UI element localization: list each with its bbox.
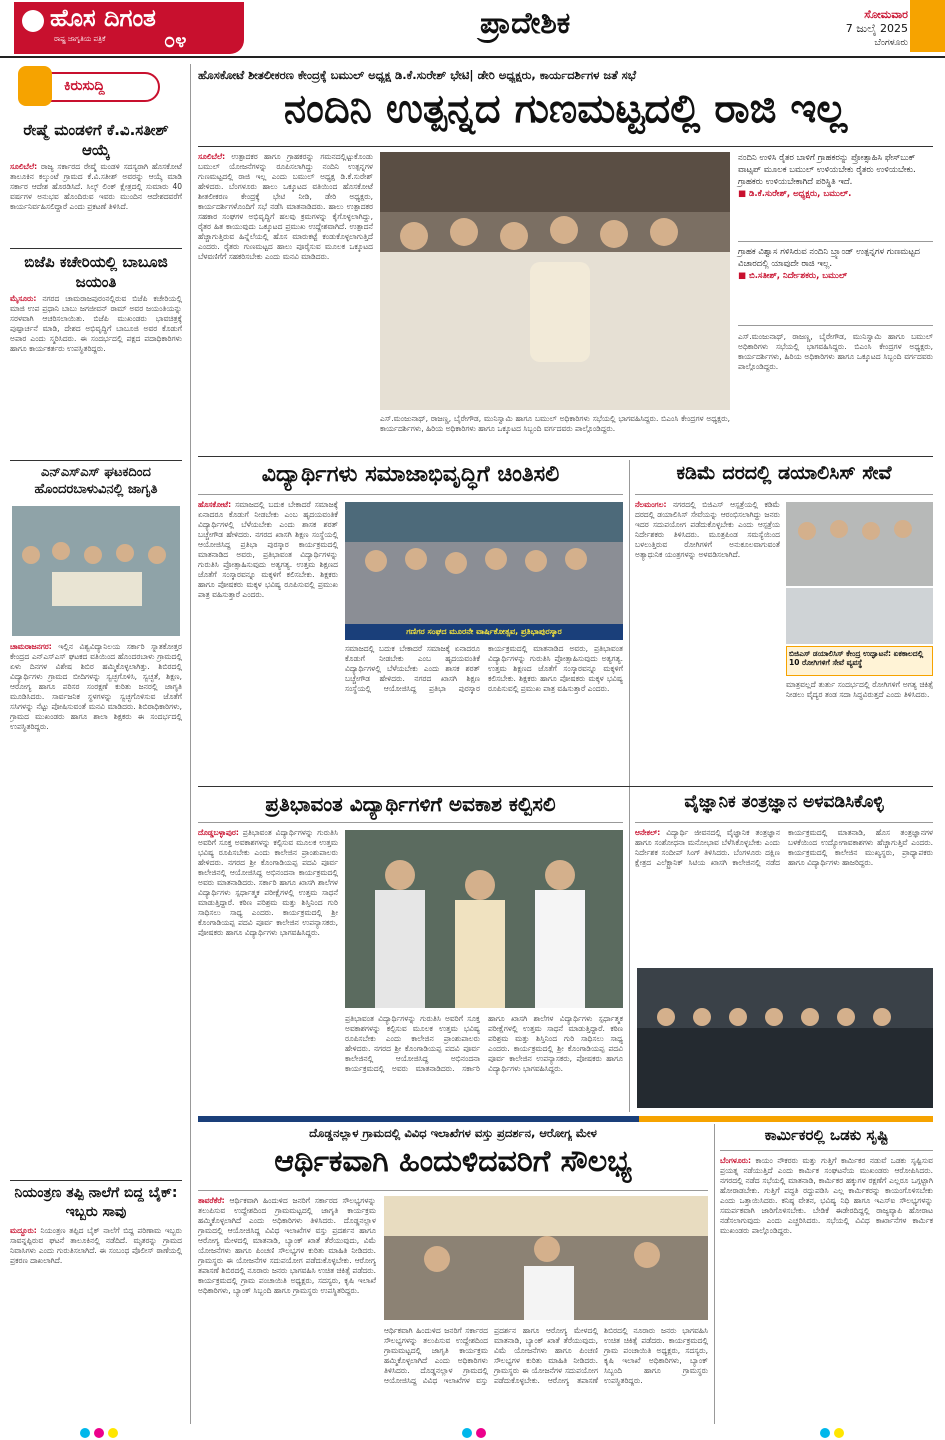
hand-icon — [18, 66, 52, 106]
brief-4-text: ನಿಯಂತ್ರಣ ತಪ್ಪಿದ ಬೈಕ್ ನಾಲೆಗೆ ಬಿದ್ದ ಪರಿಣಾಮ ಇಬ್ಬರು ಸಾವನ್ನಪ್ಪಿರುವ ಘಟನೆ ತಾಲೂಕಿನಲ್ಲಿ ನಡೆದಿದೆ. ಮೃತರನ್ನು ಗ್ರಾಮದ ನಿವಾಸಿಗಳು ಎಂದು ಗುರುತಿಸಲಾಗಿದೆ. ಈ ಸಂಬಂಧ ಪೊಲೀಸ್ ಠಾಣೆಯಲ್ಲಿ ಪ್ರಕರಣ ದಾಖಲಾಗಿದೆ. — [10, 1226, 182, 1265]
s6-photo — [786, 502, 933, 586]
page-number: ೦೪ — [164, 28, 187, 52]
s9-kicker: ದೊಡ್ಡನಲ್ಲಾಳ ಗ್ರಾಮದಲ್ಲಿ ವಿವಿಧ ಇಲಾಖೆಗಳ ವಸ್ತು ಪ್ರದರ್ಶನ, ಆರೋಗ್ಯ ಮೇಳ — [309, 1126, 597, 1140]
registration-mark — [80, 1428, 90, 1438]
s8-photo — [637, 968, 933, 1108]
lead-place: ಸೂಲಿಬೆಲೆ: — [198, 152, 226, 161]
divider — [635, 822, 933, 823]
s8-body — [635, 828, 933, 962]
s9-headline: ಆರ್ಥಿಕವಾಗಿ ಹಿಂದುಳಿದವರಿಗೆ ಸೌಲಭ್ಯ — [274, 1144, 632, 1179]
lead-side-body: ಎಸ್.ಮಂಜುನಾಥ್, ರಾಜಣ್ಣ, ಬೈರೇಗೌಡ, ಮುನಿಸ್ವಾಮಿ ಹಾಗೂ ಬಮುಲ್ ಅಧಿಕಾರಿಗಳು ಸಭೆಯಲ್ಲಿ ಭಾಗವಹಿಸಿದ್ದರು. ಬಿಎಂಸಿ ಕೇಂದ್ರಗಳ ಅಧ್ಯಕ್ಷರು, ಕಾರ್ಯದರ್ಶಿಗಳು, ಹಿರಿಯ ಅಧಿಕಾರಿಗಳು ಹಾಗೂ ಒಕ್ಕೂಟದ ಸಿಬ್ಬಂದಿ ವರ್ಗದವರು ಪಾಲ್ಗೊಂಡಿದ್ದರು. — [738, 332, 933, 371]
s8-place: ಆನೇಕಲ್: — [635, 828, 661, 837]
lead-body — [198, 152, 373, 410]
s10-place: ಬೆಂಗಳೂರು: — [720, 1156, 752, 1165]
s6-caption: ಬಿಜಿಎಸ್ ಡಯಾಲಿಸಿಸ್ ಕೇಂದ್ರ ಉದ್ಘಾಟನೆ: ಏಕಕಾಲದಲ್ಲಿ 10 ರೋಗಿಗಳಿಗೆ ಸೇವೆ ವ್ಯವಸ್ಥೆ — [786, 646, 933, 676]
lead-kicker: ಹೊಸಕೋಟೆ ಶೀತಲೀಕರಣ ಕೇಂದ್ರಕ್ಕೆ ಬಮುಲ್ ಅಧ್ಯಕ್ಷ ಡಿ.ಕೆ.ಸುರೇಶ್ ಭೇಟಿ| ಡೇರಿ ಅಧ್ಯಕ್ಷರು, ಕಾರ್ಯದರ್ಶಿಗಳ ಜತೆ ಸಭೆ — [198, 68, 637, 82]
s10-headline: ಕಾರ್ಮಿಕರಲ್ಲಿ ಒಡಕು ಸೃಷ್ಟಿ — [764, 1126, 889, 1144]
registration-mark — [108, 1428, 118, 1438]
lamp-icon — [22, 10, 44, 32]
brief-3-text: ಇಲ್ಲಿನ ವಿಶ್ವವಿದ್ಯಾನಿಲಯ ಸರ್ಕಾರಿ ಸ್ನಾತಕೋತ್ತರ ಕೇಂದ್ರದ ಎನ್‌ಎಸ್‌ಎಸ್ ಘಟಕದ ವತಿಯಿಂದ ಹೊಂದರಬಾಳು ಗ್ರಾಮದಲ್ಲಿ ಏಳು ದಿನಗಳ ವಿಶೇಷ ಶಿಬಿರ ಹಮ್ಮಿಕೊಳ್ಳಲಾಗಿತ್ತು. ಶಿಬಿರದಲ್ಲಿ ವಿದ್ಯಾರ್ಥಿಗಳು ಗ್ರಾಮದ ಬೀದಿಗಳನ್ನು ಸ್ವಚ್ಛಗೊಳಿಸಿ, ಸ್ವಚ್ಛತೆ, ಶಿಕ್ಷಣ, ಆರೋಗ್ಯ ಹಾಗೂ ಪರಿಸರ ಸಂರಕ್ಷಣೆ ಕುರಿತು ಜನರಲ್ಲಿ ಜಾಗೃತಿ ಮೂಡಿಸಿದರು. ಸಾರ್ವಜನಿಕ ಸ್ಥಳಗಳನ್ನು ಸ್ವಚ್ಛಗೊಳಿಸುವ ಜೊತೆಗೆ ಸಸಿಗಳನ್ನು ನೆಟ್ಟು ಪೋಷಿಸುವಂತೆ ಮನವಿ ಮಾಡಿದರು. ಶಿಬಿರಾಧಿಕಾರಿಗಳು, ಗ್ರಾಮದ ಮುಖಂಡರು ಹಾಗೂ ಶಾಲಾ ಶಿಕ್ಷಕರು ಈ ಸಂದರ್ಭದಲ್ಲಿ ಉಪಸ್ಥಿತರಿದ್ದರು. — [10, 642, 182, 731]
registration-mark — [820, 1428, 830, 1438]
divider — [198, 456, 933, 457]
column-rule — [629, 790, 630, 1112]
s5-text: ಸಮಾಜದಲ್ಲಿ ಬದುಕ ಬೇಕಾದರೆ ಸಮಾಜಕ್ಕೆ ಏನಾದರೂ ಕೊಡುಗೆ ನೀಡಬೇಕು ಎಂಬ ಹೃದಯವಂತಿಕೆ ವಿದ್ಯಾರ್ಥಿಗಳಲ್ಲಿ ಬೆಳೆಯಬೇಕು ಎಂದು ಶಾಸಕ ಶರತ್ ಬಚ್ಚೇಗೌಡ ಹೇಳಿದರು. ನಗರದ ಖಾಸಗಿ ಶಿಕ್ಷಣ ಸಂಸ್ಥೆಯಲ್ಲಿ ಆಯೋಜಿಸಿದ್ದ ಪ್ರತಿಭಾ ಪುರಸ್ಕಾರ ಕಾರ್ಯಕ್ರಮದಲ್ಲಿ ಮಾತನಾಡಿದ ಅವರು, ಪ್ರತಿಭಾವಂತ ವಿದ್ಯಾರ್ಥಿಗಳನ್ನು ಗುರುತಿಸಿ ಪ್ರೋತ್ಸಾಹಿಸುವುದು ಅತ್ಯಗತ್ಯ. ಉತ್ತಮ ಶಿಕ್ಷಣದ ಜೊತೆಗೆ ಸಂಸ್ಕಾರವನ್ನೂ ಮಕ್ಕಳಿಗೆ ಕಲಿಸಬೇಕು. ಶಿಕ್ಷಕರು ಹಾಗೂ ಪೋಷಕರು ಮಕ್ಕಳ ಭವಿಷ್ಯ ರೂಪಿಸುವಲ್ಲಿ ಪ್ರಮುಖ ಪಾತ್ರ ವಹಿಸುತ್ತಾರೆ ಎಂದರು. — [198, 500, 338, 599]
s5-headline: ವಿದ್ಯಾರ್ಥಿಗಳು ಸಮಾಜಾಭಿವೃದ್ಧಿಗೆ ಚಿಂತಿಸಲಿ — [261, 462, 560, 487]
lead-text: ಉತ್ಪಾದಕರ ಹಾಗೂ ಗ್ರಾಹಕರನ್ನು ಗಮನದಲ್ಲಿಟ್ಟುಕೊಂಡು ಬಮುಲ್ ಯೋಜನೆಗಳನ್ನು ರೂಪಿಸಲಾಗಿದ್ದು ನಂದಿನಿ ಉತ್ಪನ್ನಗಳ ಗುಣಮಟ್ಟದಲ್ಲಿ ರಾಜಿ ಇಲ್ಲ ಎಂದು ಬಮುಲ್ ಅಧ್ಯಕ್ಷ ಡಿ.ಕೆ.ಸುರೇಶ್ ಹೇಳಿದರು. ಬೆಂಗಳೂರು ಹಾಲು ಒಕ್ಕೂಟದ ವತಿಯಿಂದ ಹೊಸಕೋಟೆ ಶೀತಲೀಕರಣ ಕೇಂದ್ರಕ್ಕೆ ಭೇಟಿ ನೀಡಿ, ಡೇರಿ ಅಧ್ಯಕ್ಷರು, ಕಾರ್ಯದರ್ಶಿಗಳೊಂದಿಗೆ ಸಭೆ ನಡೆಸಿ ಮಾತನಾಡಿದರು. ಹಾಲು ಉತ್ಪಾದಕರ ಸಹಕಾರ ಸಂಘಗಳ ಅಭಿವೃದ್ಧಿಗೆ ಹಲವು ಕ್ರಮಗಳನ್ನು ಕೈಗೊಳ್ಳಲಾಗಿದ್ದು, ರೈತರ ಹಿತ ಕಾಯುವುದು ಒಕ್ಕೂಟದ ಪ್ರಮುಖ ಉದ್ದೇಶವಾಗಿದೆ. ಉತ್ಪಾದನೆ ಹೆಚ್ಚಾಗುತ್ತಿರುವ ಹಿನ್ನೆಲೆಯಲ್ಲಿ ಹೊಸ ಮಾರುಕಟ್ಟೆ ಕಂಡುಕೊಳ್ಳಲಾಗುತ್ತಿದೆ ಎಂದರು. ರೈತರು ಗುಣಮಟ್ಟದ ಹಾಲು ಪೂರೈಸುವ ಮೂಲಕ ಒಕ್ಕೂಟದ ಬೆಳವಣಿಗೆಗೆ ಸಹಕರಿಸಬೇಕು ಎಂದು ಮನವಿ ಮಾಡಿದರು. — [198, 152, 373, 261]
s9-body-cont: ಆರ್ಥಿಕವಾಗಿ ಹಿಂದುಳಿದ ಜನರಿಗೆ ಸರ್ಕಾರದ ಸೌಲಭ್ಯಗಳನ್ನು ತಲುಪಿಸುವ ಉದ್ದೇಶದಿಂದ ಗ್ರಾಮಮಟ್ಟದಲ್ಲಿ ಜಾಗೃತಿ ಕಾರ್ಯಕ್ರಮ ಹಮ್ಮಿಕೊಳ್ಳಲಾಗಿದೆ ಎಂದು ಅಧಿಕಾರಿಗಳು ತಿಳಿಸಿದರು. ದೊಡ್ಡನಲ್ಲಾಳ ಗ್ರಾಮದಲ್ಲಿ ಆಯೋಜಿಸಿದ್ದ ವಿವಿಧ ಇಲಾಖೆಗಳ ವಸ್ತು ಪ್ರದರ್ಶನ ಹಾಗೂ ಆರೋಗ್ಯ ಮೇಳದಲ್ಲಿ ಮಾತನಾಡಿ, ಬ್ಯಾಂಕ್ ಖಾತೆ ತೆರೆಯುವುದು, ವಿಮೆ ಯೋಜನೆಗಳು ಹಾಗೂ ಪಿಂಚಣಿ ಸೌಲಭ್ಯಗಳ ಕುರಿತು ಮಾಹಿತಿ ನೀಡಿದರು. ಗ್ರಾಮಸ್ಥರು ಈ ಯೋಜನೆಗಳ ಸದುಪಯೋಗ ಪಡೆದುಕೊಳ್ಳಬೇಕು. ಆರೋಗ್ಯ ತಪಾಸಣೆ ಶಿಬಿರದಲ್ಲಿ ನೂರಾರು ಜನರು ಭಾಗವಹಿಸಿ ಉಚಿತ ಚಿಕಿತ್ಸೆ ಪಡೆದರು. ಕಾರ್ಯಕ್ರಮದಲ್ಲಿ ಗ್ರಾಮ ಪಂಚಾಯಿತಿ ಅಧ್ಯಕ್ಷರು, ಸದಸ್ಯರು, ಕೃಷಿ ಇಲಾಖೆ ಅಧಿಕಾರಿಗಳು, ಬ್ಯಾಂಕ್ ಸಿಬ್ಬಂದಿ ಹಾಗೂ ಗ್ರಾಮಸ್ಥರು ಉಪಸ್ಥಿತರಿದ್ದರು. — [384, 1326, 708, 1385]
nss-photo — [12, 506, 180, 636]
quote-2-text: ಗ್ರಾಹಕ ವಿಶ್ವಾಸ ಗಳಿಸಿರುವ ನಂದಿನಿ ಬ್ರ್ಯಾಂಡ್ ಉತ್ಪನ್ನಗಳ ಗುಣಮಟ್ಟದ ವಿಚಾರದಲ್ಲಿ ಯಾವುದೇ ರಾಜಿ ಇಲ್ಲ. — [738, 247, 920, 269]
s7-body-cont: ಪ್ರತಿಭಾವಂತ ವಿದ್ಯಾರ್ಥಿಗಳನ್ನು ಗುರುತಿಸಿ ಅವರಿಗೆ ಸೂಕ್ತ ಅವಕಾಶಗಳನ್ನು ಕಲ್ಪಿಸುವ ಮೂಲಕ ಉತ್ತಮ ಭವಿಷ್ಯ ರೂಪಿಸಬೇಕು ಎಂದು ಕಾಲೇಜಿನ ಪ್ರಾಂಶುಪಾಲರು ಹೇಳಿದರು. ನಗರದ ಶ್ರೀ ಕೊಂಗಾಡಿಯಪ್ಪ ಪದವಿ ಪೂರ್ವ ಕಾಲೇಜಿನಲ್ಲಿ ಆಯೋಜಿಸಿದ್ದ ಅಭಿನಂದನಾ ಕಾರ್ಯಕ್ರಮದಲ್ಲಿ ಅವರು ಮಾತನಾಡಿದರು. ಸರ್ಕಾರಿ ಹಾಗೂ ಖಾಸಗಿ ಶಾಲೆಗಳ ವಿದ್ಯಾರ್ಥಿಗಳು ಸ್ಪರ್ಧಾತ್ಮಕ ಪರೀಕ್ಷೆಗಳಲ್ಲಿ ಉತ್ತಮ ಸಾಧನೆ ಮಾಡುತ್ತಿದ್ದಾರೆ. ಕಠಿಣ ಪರಿಶ್ರಮ ಮತ್ತು ಶಿಸ್ತಿನಿಂದ ಗುರಿ ಸಾಧಿಸಲು ಸಾಧ್ಯ ಎಂದರು. ಕಾರ್ಯಕ್ರಮದಲ್ಲಿ ಶ್ರೀ ಕೊಂಗಾಡಿಯಪ್ಪ ಪದವಿ ಪೂರ್ವ ಕಾಲೇಜಿನ ಉಪನ್ಯಾಸಕರು, ಪೋಷಕರು ಹಾಗೂ ವಿದ್ಯಾರ್ಥಿಗಳು ಭಾಗವಹಿಸಿದ್ದರು. — [345, 1014, 623, 1073]
brief-2-body — [10, 294, 182, 454]
quote-1 — [738, 152, 933, 242]
s7-text: ಪ್ರತಿಭಾವಂತ ವಿದ್ಯಾರ್ಥಿಗಳನ್ನು ಗುರುತಿಸಿ ಅವರಿಗೆ ಸೂಕ್ತ ಅವಕಾಶಗಳನ್ನು ಕಲ್ಪಿಸುವ ಮೂಲಕ ಉತ್ತಮ ಭವಿಷ್ಯ ರೂಪಿಸಬೇಕು ಎಂದು ಕಾಲೇಜಿನ ಪ್ರಾಂಶುಪಾಲರು ಹೇಳಿದರು. ನಗರದ ಶ್ರೀ ಕೊಂಗಾಡಿಯಪ್ಪ ಪದವಿ ಪೂರ್ವ ಕಾಲೇಜಿನಲ್ಲಿ ಆಯೋಜಿಸಿದ್ದ ಅಭಿನಂದನಾ ಕಾರ್ಯಕ್ರಮದಲ್ಲಿ ಅವರು ಮಾತನಾಡಿದರು. ಸರ್ಕಾರಿ ಹಾಗೂ ಖಾಸಗಿ ಶಾಲೆಗಳ ವಿದ್ಯಾರ್ಥಿಗಳು ಸ್ಪರ್ಧಾತ್ಮಕ ಪರೀಕ್ಷೆಗಳಲ್ಲಿ ಉತ್ತಮ ಸಾಧನೆ ಮಾಡುತ್ತಿದ್ದಾರೆ. ಕಠಿಣ ಪರಿಶ್ರಮ ಮತ್ತು ಶಿಸ್ತಿನಿಂದ ಗುರಿ ಸಾಧಿಸಲು ಸಾಧ್ಯ ಎಂದರು. ಕಾರ್ಯಕ್ರಮದಲ್ಲಿ ಶ್ರೀ ಕೊಂಗಾಡಿಯಪ್ಪ ಪದವಿ ಪೂರ್ವ ಕಾಲೇಜಿನ ಉಪನ್ಯಾಸಕರು, ಪೋಷಕರು ಹಾಗೂ ವಿದ್ಯಾರ್ಥಿಗಳು ಭಾಗವಹಿಸಿದ್ದರು. — [198, 828, 338, 937]
s7-body — [198, 828, 338, 1108]
brief-1-body — [10, 162, 182, 244]
s5-photo — [345, 502, 623, 624]
registration-mark — [476, 1428, 486, 1438]
brief-4-headline: ನಿಯಂತ್ರಣ ತಪ್ಪಿ ನಾಲೆಗೆ ಬಿದ್ದ ಬೈಕ್: ಇಬ್ಬರು ಸಾವು — [14, 1185, 178, 1220]
kiru-suddi-badge — [20, 72, 160, 102]
date: 7 ಜುಲೈ 2025 — [845, 22, 908, 35]
section-title: ಪ್ರಾದೇಶಿಕ — [480, 6, 571, 41]
s5-body-cont: ಸಮಾಜದಲ್ಲಿ ಬದುಕ ಬೇಕಾದರೆ ಸಮಾಜಕ್ಕೆ ಏನಾದರೂ ಕೊಡುಗೆ ನೀಡಬೇಕು ಎಂಬ ಹೃದಯವಂತಿಕೆ ವಿದ್ಯಾರ್ಥಿಗಳಲ್ಲಿ ಬೆಳೆಯಬೇಕು ಎಂದು ಶಾಸಕ ಶರತ್ ಬಚ್ಚೇಗೌಡ ಹೇಳಿದರು. ನಗರದ ಖಾಸಗಿ ಶಿಕ್ಷಣ ಸಂಸ್ಥೆಯಲ್ಲಿ ಆಯೋಜಿಸಿದ್ದ ಪ್ರತಿಭಾ ಪುರಸ್ಕಾರ ಕಾರ್ಯಕ್ರಮದಲ್ಲಿ ಮಾತನಾಡಿದ ಅವರು, ಪ್ರತಿಭಾವಂತ ವಿದ್ಯಾರ್ಥಿಗಳನ್ನು ಗುರುತಿಸಿ ಪ್ರೋತ್ಸಾಹಿಸುವುದು ಅತ್ಯಗತ್ಯ. ಉತ್ತಮ ಶಿಕ್ಷಣದ ಜೊತೆಗೆ ಸಂಸ್ಕಾರವನ್ನೂ ಮಕ್ಕಳಿಗೆ ಕಲಿಸಬೇಕು. ಶಿಕ್ಷಕರು ಹಾಗೂ ಪೋಷಕರು ಮಕ್ಕಳ ಭವಿಷ್ಯ ರೂಪಿಸುವಲ್ಲಿ ಪ್ರಮುಖ ಪಾತ್ರ ವಹಿಸುತ್ತಾರೆ ಎಂದರು. — [345, 644, 623, 693]
brief-3-headline: ಎನ್‌ಎಸ್‌ಎಸ್ ಘಟಕದಿಂದ ಹೊಂದರಬಾಳುವಿನಲ್ಲಿ ಜಾಗೃತಿ — [34, 465, 158, 497]
quote-1-text: ನಂದಿನಿ ಉಳಿಸಿ ರೈತರ ಬಾಳಿಗೆ ಗ್ರಾಹಕರನ್ನು ಪ್ರೋತ್ಸಾಹಿಸಿ ಫೇಸ್‌ಬುಕ್ ವಾಟ್ಸಪ್ ಮೂಲಕ ಬಮುಲ್ ಉಳಿಯಬೇಕು ರೈತರು ಉಳಿಯಬೇಕು. ಗ್ರಾಹಕರು ಉಳಿಯಬೇಕಾಗಿದೆ ಪರಿಸ್ಥಿತಿ ಇದೆ. — [738, 153, 916, 187]
quote-2 — [738, 246, 933, 326]
s6-photo-2 — [786, 588, 933, 644]
brief-2-place: ಮೈಸೂರು: — [10, 294, 37, 303]
brief-2-headline: ಬಿಜೆಪಿ ಕಚೇರಿಯಲ್ಲಿ ಬಾಬೂಜಿ ಜಯಂತಿ — [24, 253, 168, 291]
divider — [198, 146, 933, 147]
brief-1-text: ರಾಜ್ಯ ಸರ್ಕಾರದ ರೇಷ್ಮೆ ಮಂಡಳಿ ಸದಸ್ಯರಾಗಿ ಹೊಸಕೋಟೆ ತಾಲೂಕಿನ ಕಲ್ಕುಂಟೆ ಗ್ರಾಮದ ಕೆ.ವಿ.ಸತೀಶ್ ಅವರನ್ನು ಆಯ್ಕೆ ಮಾಡಿ ಸರ್ಕಾರ ಆದೇಶ ಹೊರಡಿಸಿದೆ. ಸಿಲ್ಕ್ ಲಿಂಕ್ ಕ್ಷೇತ್ರದಲ್ಲಿ ಸುಮಾರು 40 ವರ್ಷಗಳ ಅನುಭವ ಹೊಂದಿರುವ ಇವರು ಮುಂದಿನ ಆದೇಶದವರೆಗೆ ಕಾರ್ಯನಿರ್ವಹಿಸಲಿದ್ದಾರೆ ಎಂದು ಪ್ರಕಟಣೆ ತಿಳಿಸಿದೆ. — [10, 162, 182, 211]
divider — [10, 1180, 182, 1181]
divider — [198, 1190, 708, 1191]
color-stripe — [910, 0, 945, 52]
s6-body2: ಮಾತ್ರವಲ್ಲದೆ ತುರ್ತು ಸಂದರ್ಭದಲ್ಲಿ ರೋಗಿಗಳಿಗೆ ಅಗತ್ಯ ಚಿಕಿತ್ಸೆ ನೀಡಲು ವೈದ್ಯರ ತಂಡ ಸದಾ ಸಿದ್ಧವಿರುತ್ತದೆ ಎಂದು ತಿಳಿಸಿದರು. — [786, 680, 933, 699]
s10-body — [720, 1156, 933, 1422]
divider — [198, 822, 623, 823]
s10-text: ಕಾಯಂ ನೌಕರರು ಮತ್ತು ಗುತ್ತಿಗೆ ಕಾರ್ಮಿಕರ ನಡುವೆ ಒಡಕು ಸೃಷ್ಟಿಸುವ ಪ್ರಯತ್ನ ನಡೆಯುತ್ತಿದೆ ಎಂದು ಕಾರ್ಮಿಕ ಸಂಘಟನೆಯ ಮುಖಂಡರು ಆರೋಪಿಸಿದರು. ನಗರದಲ್ಲಿ ನಡೆದ ಸಭೆಯಲ್ಲಿ ಮಾತನಾಡಿ, ಕಾರ್ಮಿಕರ ಹಕ್ಕುಗಳ ರಕ್ಷಣೆಗೆ ಎಲ್ಲರೂ ಒಗ್ಗಟ್ಟಾಗಿ ಹೋರಾಡಬೇಕು. ಗುತ್ತಿಗೆ ಪದ್ಧತಿ ರದ್ದುಪಡಿಸಿ ಎಲ್ಲ ಕಾರ್ಮಿಕರನ್ನು ಕಾಯಂಗೊಳಿಸಬೇಕು ಎಂದು ಒತ್ತಾಯಿಸಿದರು. ಕನಿಷ್ಠ ವೇತನ, ಭವಿಷ್ಯ ನಿಧಿ ಹಾಗೂ ಇಎಸ್‌ಐ ಸೌಲಭ್ಯಗಳನ್ನು ಸಮರ್ಪಕವಾಗಿ ಜಾರಿಗೊಳಿಸಬೇಕು. ಬೇಡಿಕೆ ಈಡೇರದಿದ್ದಲ್ಲಿ ರಾಜ್ಯವ್ಯಾಪಿ ಹೋರಾಟ ನಡೆಸಲಾಗುವುದು ಎಂದು ಎಚ್ಚರಿಸಿದರು. ಸಭೆಯಲ್ಲಿ ವಿವಿಧ ಕಾರ್ಖಾನೆಗಳ ಕಾರ್ಮಿಕ ಮುಖಂಡರು ಪಾಲ್ಗೊಂಡಿದ್ದರು. — [720, 1156, 933, 1235]
registration-mark — [462, 1428, 472, 1438]
column-rule — [190, 64, 191, 1424]
s6-place: ನೆಲಮಂಗಲ: — [635, 500, 667, 509]
column-rule — [714, 1124, 715, 1424]
s5-place: ಹೊಸಕೋಟೆ: — [198, 500, 232, 509]
brief-3-body — [10, 642, 182, 1176]
s7-headline: ಪ್ರತಿಭಾವಂತ ವಿದ್ಯಾರ್ಥಿಗಳಿಗೆ ಅವಕಾಶ ಕಲ್ಪಿಸಲಿ — [265, 792, 556, 816]
lead-headline: ನಂದಿನಿ ಉತ್ಪನ್ನದ ಗುಣಮಟ್ಟದಲ್ಲಿ ರಾಜಿ ಇಲ್ಲ — [283, 86, 848, 132]
s9-photo — [384, 1196, 708, 1320]
divider — [10, 248, 182, 249]
s7-place: ದೊಡ್ಡಬಳ್ಳಾಪುರ: — [198, 828, 239, 837]
lead-photo — [380, 152, 730, 410]
brief-3-place: ಚಾಮರಾಜನಗರ: — [10, 642, 52, 651]
s9-text: ಆರ್ಥಿಕವಾಗಿ ಹಿಂದುಳಿದ ಜನರಿಗೆ ಸರ್ಕಾರದ ಸೌಲಭ್ಯಗಳನ್ನು ತಲುಪಿಸುವ ಉದ್ದೇಶದಿಂದ ಗ್ರಾಮಮಟ್ಟದಲ್ಲಿ ಜಾಗೃತಿ ಕಾರ್ಯಕ್ರಮ ಹಮ್ಮಿಕೊಳ್ಳಲಾಗಿದೆ ಎಂದು ಅಧಿಕಾರಿಗಳು ತಿಳಿಸಿದರು. ದೊಡ್ಡನಲ್ಲಾಳ ಗ್ರಾಮದಲ್ಲಿ ಆಯೋಜಿಸಿದ್ದ ವಿವಿಧ ಇಲಾಖೆಗಳ ವಸ್ತು ಪ್ರದರ್ಶನ ಹಾಗೂ ಆರೋಗ್ಯ ಮೇಳದಲ್ಲಿ ಮಾತನಾಡಿ, ಬ್ಯಾಂಕ್ ಖಾತೆ ತೆರೆಯುವುದು, ವಿಮೆ ಯೋಜನೆಗಳು ಹಾಗೂ ಪಿಂಚಣಿ ಸೌಲಭ್ಯಗಳ ಕುರಿತು ಮಾಹಿತಿ ನೀಡಿದರು. ಗ್ರಾಮಸ್ಥರು ಈ ಯೋಜನೆಗಳ ಸದುಪಯೋಗ ಪಡೆದುಕೊಳ್ಳಬೇಕು. ಆರೋಗ್ಯ ತಪಾಸಣೆ ಶಿಬಿರದಲ್ಲಿ ನೂರಾರು ಜನರು ಭಾಗವಹಿಸಿ ಉಚಿತ ಚಿಕಿತ್ಸೆ ಪಡೆದರು. ಕಾರ್ಯಕ್ರಮದಲ್ಲಿ ಗ್ರಾಮ ಪಂಚಾಯಿತಿ ಅಧ್ಯಕ್ಷರು, ಸದಸ್ಯರು, ಕೃಷಿ ಇಲಾಖೆ ಅಧಿಕಾರಿಗಳು, ಬ್ಯಾಂಕ್ ಸಿಬ್ಬಂದಿ ಹಾಗೂ ಗ್ರಾಮಸ್ಥರು ಉಪಸ್ಥಿತರಿದ್ದರು. — [198, 1196, 376, 1295]
paper-tagline: ರಾಷ್ಟ್ರ ಜಾಗೃತಿಯ ಪತ್ರಿಕೆ — [54, 35, 106, 43]
brief-4-body — [10, 1226, 182, 1422]
divider — [198, 786, 933, 787]
brief-2-text: ನಗರದ ಚಾಮರಾಜಪುರಂನಲ್ಲಿರುವ ಬಿಜೆಪಿ ಕಚೇರಿಯಲ್ಲಿ ಮಾಜಿ ಉಪ ಪ್ರಧಾನಿ ಬಾಬು ಜಗಜೀವನ್ ರಾಮ್ ಅವರ ಜಯಂತಿಯನ್ನು ಸರಳವಾಗಿ ಆಚರಿಸಲಾಯಿತು. ಬಿಜೆಪಿ ಮುಖಂಡರು ಭಾವಚಿತ್ರಕ್ಕೆ ಪುಷ್ಪಾರ್ಚನೆ ಮಾಡಿ, ದೇಶದ ಅಭಿವೃದ್ಧಿಗೆ ಬಾಬೂಜಿ ಅವರ ಕೊಡುಗೆ ಅಪಾರ ಎಂದು ಸ್ಮರಿಸಿದರು. ಈ ಸಂದರ್ಭದಲ್ಲಿ ಪಕ್ಷದ ಪದಾಧಿಕಾರಿಗಳು ಹಾಗೂ ಕಾರ್ಯಕರ್ತರು ಉಪಸ್ಥಿತರಿದ್ದರು. — [10, 294, 182, 353]
newspaper-logo — [14, 2, 244, 54]
divider — [10, 460, 182, 461]
quote-2-by: ■ ಬಿ.ಸತೀಶ್, ನಿರ್ದೇಶಕರು, ಬಮುಲ್ — [738, 271, 848, 281]
column-rule — [629, 460, 630, 800]
registration-mark — [94, 1428, 104, 1438]
section-bar — [198, 1116, 933, 1122]
day: ಸೋಮವಾರ — [864, 8, 908, 21]
s6-body — [635, 500, 780, 780]
brief-1-headline: ರೇಷ್ಮೆ ಮಂಡಳಿಗೆ ಕೆ.ವಿ.ಸತೀಶ್ ಆಯ್ಕೆ — [23, 121, 169, 159]
city: ಬೆಂಗಳೂರು — [874, 38, 908, 48]
divider — [198, 494, 623, 495]
date-block — [828, 8, 908, 50]
badge-label: ಕಿರುಸುದ್ದಿ — [64, 78, 105, 94]
s9-body — [198, 1196, 376, 1422]
s7-photo — [345, 830, 623, 1008]
brief-4-place: ಮದ್ದೂರು: — [10, 1226, 37, 1235]
s6-text: ನಗರದಲ್ಲಿ ಬಿಜಿಎಸ್ ಆಸ್ಪತ್ರೆಯಲ್ಲಿ ಕಡಿಮೆ ದರದಲ್ಲಿ ಡಯಾಲಿಸಿಸ್ ಸೇವೆಯನ್ನು ಆರಂಭಿಸಲಾಗಿದ್ದು ಜನರು ಇದರ ಸದುಪಯೋಗ ಪಡೆದುಕೊಳ್ಳಬೇಕು ಎಂದು ಆಸ್ಪತ್ರೆಯ ನಿರ್ದೇಶಕರು ತಿಳಿಸಿದರು. ಮೂತ್ರಪಿಂಡ ಸಮಸ್ಯೆಯಿಂದ ಬಳಲುತ್ತಿರುವ ರೋಗಿಗಳಿಗೆ ಅನುಕೂಲವಾಗುವಂತೆ ಅತ್ಯಾಧುನಿಕ ಯಂತ್ರಗಳನ್ನು ಅಳವಡಿಸಲಾಗಿದೆ. — [635, 500, 780, 559]
s5-body — [198, 500, 338, 780]
quote-1-by: ■ ಡಿ.ಕೆ.ಸುರೇಶ್, ಅಧ್ಯಕ್ಷರು, ಬಮುಲ್. — [738, 189, 852, 199]
divider — [635, 494, 933, 495]
s5-caption: ಗಣಿಗರ ಸಂಘದ ಮೂರನೇ ವಾರ್ಷಿಕೋತ್ಸವ, ಪ್ರತಿಭಾಪುರಸ್ಕಾರ — [345, 624, 623, 640]
registration-mark — [834, 1428, 844, 1438]
lead-body-cont: ಎಸ್.ಮಂಜುನಾಥ್, ರಾಜಣ್ಣ, ಬೈರೇಗೌಡ, ಮುನಿಸ್ವಾಮಿ ಹಾಗೂ ಬಮುಲ್ ಅಧಿಕಾರಿಗಳು ಸಭೆಯಲ್ಲಿ ಭಾಗವಹಿಸಿದ್ದರು. ಬಿಎಂಸಿ ಕೇಂದ್ರಗಳ ಅಧ್ಯಕ್ಷರು, ಕಾರ್ಯದರ್ಶಿಗಳು, ಹಿರಿಯ ಅಧಿಕಾರಿಗಳು ಹಾಗೂ ಒಕ್ಕೂಟದ ಸಿಬ್ಬಂದಿ ವರ್ಗದವರು ಪಾಲ್ಗೊಂಡಿದ್ದರು. — [380, 414, 730, 433]
s8-text: ವಿದ್ಯಾರ್ಥಿ ಜೀವನದಲ್ಲಿ ವೈಜ್ಞಾನಿಕ ತಂತ್ರಜ್ಞಾನ ಹಾಗೂ ಸಂಶೋಧನಾ ಮನೋಭಾವ ಬೆಳೆಸಿಕೊಳ್ಳಬೇಕು ಎಂದು ನಿರ್ದೇಶಕ ಸಂದೀಪ್ ಸಿಂಗ್ ತಿಳಿಸಿದರು. ಬೆಂಗಳೂರು ದಕ್ಷಿಣ ಕ್ಷೇತ್ರದ ಎಲೆಕ್ಟ್ರಾನಿಕ್ ಸಿಟಿಯ ಖಾಸಗಿ ಕಾಲೇಜಿನಲ್ಲಿ ನಡೆದ ಕಾರ್ಯಕ್ರಮದಲ್ಲಿ ಮಾತನಾಡಿ, ಹೊಸ ತಂತ್ರಜ್ಞಾನಗಳ ಬಳಕೆಯಿಂದ ಉದ್ಯೋಗಾವಕಾಶಗಳು ಹೆಚ್ಚಾಗುತ್ತಿವೆ ಎಂದರು. ಕಾರ್ಯಕ್ರಮದಲ್ಲಿ ಕಾಲೇಜಿನ ಮುಖ್ಯಸ್ಥರು, ಪ್ರಾಧ್ಯಾಪಕರು ಹಾಗೂ ವಿದ್ಯಾರ್ಥಿಗಳು ಹಾಜರಿದ್ದರು. — [635, 828, 933, 867]
brief-1-place: ಸೂಲಿಬೆಲೆ: — [10, 162, 38, 171]
s6-headline: ಕಡಿಮೆ ದರದಲ್ಲಿ ಡಯಾಲಿಸಿಸ್ ಸೇವೆ — [676, 462, 892, 484]
divider — [720, 1150, 933, 1151]
paper-name: ಹೊಸ ದಿಗಂತ — [50, 4, 156, 32]
s9-place: ತಾವರೆಕೆರೆ: — [198, 1196, 225, 1205]
s8-headline: ವೈಜ್ಞಾನಿಕ ತಂತ್ರಜ್ಞಾನ ಅಳವಡಿಸಿಕೊಳ್ಳಿ — [684, 792, 884, 812]
